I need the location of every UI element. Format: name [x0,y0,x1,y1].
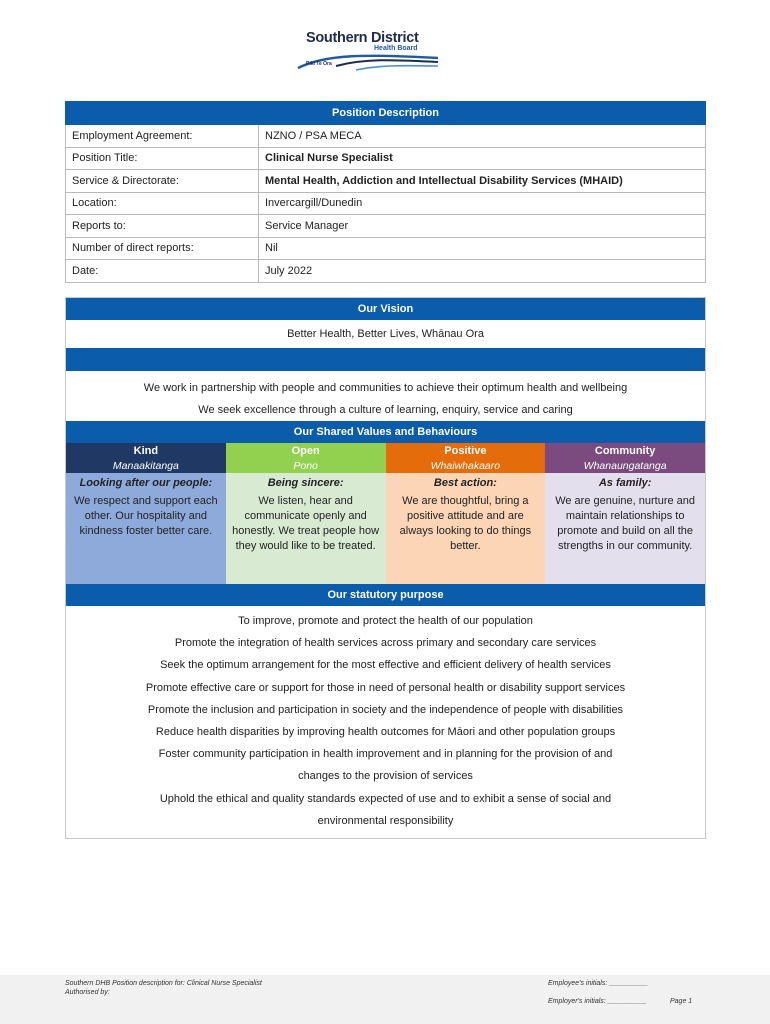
position-description-header: Position Description [66,102,706,125]
table-row [66,192,706,215]
vision-divider-bar [66,348,705,371]
statutory-line: environmental responsibility [317,814,454,827]
mission-block [66,371,705,421]
value-positive [386,443,546,584]
value-maori: Whaiwhakaaro [430,460,501,472]
value-description: We respect and support each other. Our hospitality and kindness foster better care. [74,495,218,537]
value-maori: Pono [293,460,318,472]
vision-values-section [65,297,706,839]
row-value: Nil [259,237,706,260]
table-row [66,260,706,283]
table-row [66,170,706,193]
value-heading: Best action: [433,477,497,489]
value-heading: Being sincere: [267,477,344,489]
value-description: We are thoughtful, bring a positive attitude and are always looking to do things better. [399,495,532,552]
statutory-line: Promote effective care or support for those in need of personal health or disability support services [145,681,626,694]
vision-header: Our Vision [66,298,705,320]
logo-board-name: Health Board [374,45,418,52]
mission-line: We work in partnership with people and communities to achieve their optimum health and wellbeing [143,382,628,394]
value-maori: Manaakitanga [112,460,179,472]
footer-employer-initials: Employer's initials: __________ [548,998,647,1005]
position-description-table [65,101,706,283]
value-community [545,443,705,584]
value-heading: As family: [598,477,652,489]
footer-doc-title: Southern DHB Position description for: Clinical Nurse Specialist [65,980,262,987]
vision-text: Better Health, Better Lives, Whānau Ora [287,328,484,340]
value-maori: Whanaungatanga [583,460,667,472]
row-label: Location: [66,192,259,215]
statutory-line: Seek the optimum arrangement for the most effective and efficient delivery of health services [160,659,611,672]
value-description: We listen, hear and communicate openly and honestly. We treat people how they would like to be treated. [232,495,380,552]
footer-employee-initials: Employee's initials: __________ [548,980,649,987]
statutory-line: Promote the inclusion and participation in society and the independence of people with disabilities [147,703,624,716]
table-row [66,125,706,148]
value-title: Community [594,445,656,457]
logo-org-name: Southern District [306,30,419,46]
row-label: Service & Directorate: [66,170,259,193]
statutory-list [66,606,705,838]
table-row [66,215,706,238]
mission-line: We seek excellence through a culture of learning, enquiry, service and caring [198,404,573,416]
row-value: Mental Health, Addiction and Intellectual Disability Services (MHAID) [259,170,706,193]
values-header: Our Shared Values and Behaviours [66,421,705,443]
logo-motto: Piki Te Ora [306,61,332,67]
page-footer [0,975,770,1024]
footer-page-number: Page 1 [670,998,693,1005]
table-row [66,237,706,260]
value-title: Kind [133,445,159,457]
row-value: Invercargill/Dunedin [259,192,706,215]
row-value: Service Manager [259,215,706,238]
row-value: Clinical Nurse Specialist [259,147,706,170]
row-label: Number of direct reports: [66,237,259,260]
statutory-line: Foster community participation in health improvement and in planning for the provision of and [158,748,613,761]
value-description: We are genuine, nurture and maintain relationships to promote and build on all the strengths in our community. [555,495,696,552]
table-row [66,147,706,170]
statutory-header: Our statutory purpose [66,584,705,606]
row-value: July 2022 [259,260,706,283]
statutory-line: Promote the integration of health services across primary and secondary care services [174,637,597,650]
row-label: Position Title: [66,147,259,170]
sdhb-logo [296,28,441,74]
value-title: Positive [444,445,487,457]
statutory-line: Uphold the ethical and quality standards expected of use and to exhibit a sense of social and [159,792,612,805]
value-open [226,443,386,584]
row-label: Date: [66,260,259,283]
statutory-line: changes to the provision of services [298,770,473,783]
value-title: Open [291,445,320,457]
statutory-line: To improve, promote and protect the health of our population [238,615,533,627]
row-label: Employment Agreement: [66,125,259,148]
value-kind [66,443,226,584]
row-label: Reports to: [66,215,259,238]
row-value: NZNO / PSA MECA [259,125,706,148]
footer-authorised: Authorised by: [65,989,110,996]
value-heading: Looking after our people: [79,477,213,489]
values-columns [66,443,705,584]
statutory-line: Reduce health disparities by improving health outcomes for Māori and other population groups [155,725,616,738]
